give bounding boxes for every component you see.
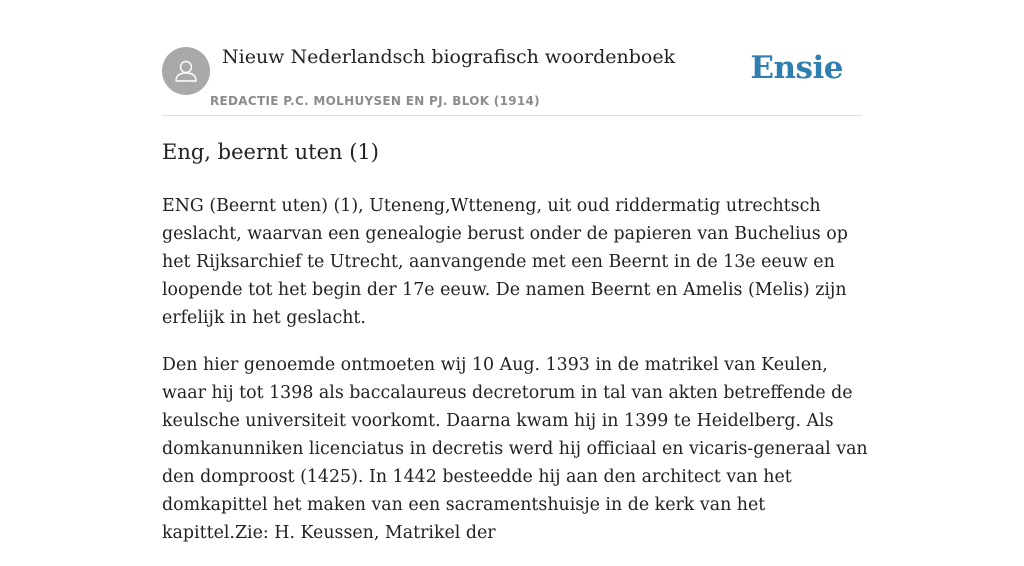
article-body [162, 192, 872, 566]
article-title: Eng, beernt uten (1) [162, 140, 379, 164]
book-title[interactable]: Nieuw Nederlandsch biografisch woordenboek [222, 46, 676, 68]
user-icon [172, 57, 200, 85]
brand-logo[interactable]: Ensie [750, 50, 843, 86]
book-editors: REDACTIE P.C. MOLHUYSEN EN PJ. BLOK (1914) [210, 94, 540, 108]
book-header [162, 44, 862, 116]
article-paragraph: Den hier genoemde ontmoeten wij 10 Aug. 1393 in de matrikel van Keulen, waar hij tot 1398 als baccalaureus decretorum in tal van akten betreffende de keulsche universiteit voorkomt. Daarna kwam hij in 1399 te Heidelberg. Als domkanunniken licenciatus in decretis werd hij officiaal en vicaris-generaal van den domproost (1425). In 1442 besteedde hij aan den architect van het domkapittel het maken van een sacramentshuisje in de kerk van het kapittel.Zie: H. Keussen, Matrikel der [162, 355, 868, 543]
article-paragraph: ENG (Beernt uten) (1), Uteneng,Wtteneng, uit oud riddermatig utrechtsch geslacht, waarvan een genealogie berust onder de papieren van Buchelius op het Rijksarchief te Utrecht, aanvangende met een Beernt in de 13e eeuw en loopende tot het begin der 17e eeuw. De namen Beernt en Amelis (Melis) zijn erfelijk in het geslacht. [162, 196, 848, 328]
avatar [162, 47, 210, 95]
